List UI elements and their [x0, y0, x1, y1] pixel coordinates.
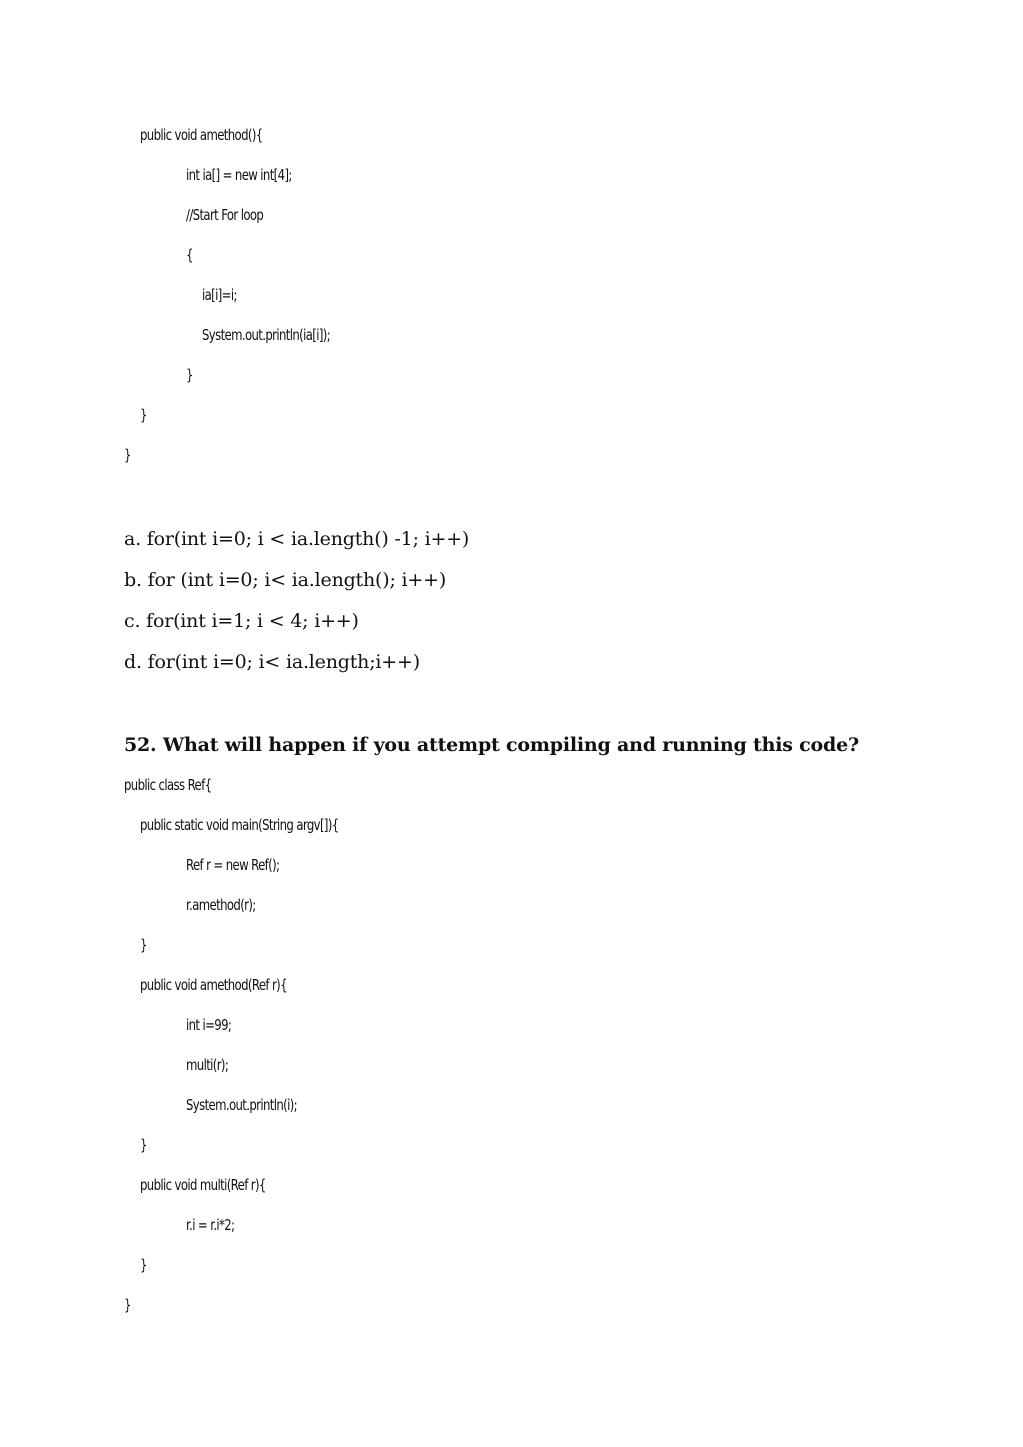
code-line: r.amethod(r);: [186, 896, 256, 914]
code-line: public void amethod(Ref r){: [140, 976, 287, 994]
code-line: //Start For loop: [186, 206, 264, 224]
code-line: }: [124, 446, 131, 464]
code-line: System.out.println(ia[i]);: [202, 326, 331, 344]
answer-option-a: a. for(int i=0; i < ia.length() -1; i++): [124, 528, 470, 550]
code-line: public class Ref{: [124, 776, 212, 794]
code-line: r.i = r.i*2;: [186, 1216, 235, 1234]
code-line: }: [186, 366, 193, 384]
code-line: {: [186, 246, 193, 264]
code-line: public void amethod(){: [140, 126, 263, 144]
answer-option-b: b. for (int i=0; i< ia.length(); i++): [124, 569, 447, 591]
answer-option-d: d. for(int i=0; i< ia.length;i++): [124, 651, 420, 673]
code-line: int ia[] = new int[4];: [186, 166, 292, 184]
question-heading: 52. What will happen if you attempt compiling and running this code?: [124, 734, 859, 756]
code-line: }: [140, 1256, 147, 1274]
code-line: }: [140, 1136, 147, 1154]
code-line: ia[i]=i;: [202, 286, 237, 304]
code-line: Ref r = new Ref();: [186, 856, 280, 874]
code-line: }: [124, 1296, 131, 1314]
code-line: }: [140, 936, 147, 954]
code-line: public void multi(Ref r){: [140, 1176, 266, 1194]
code-line: public static void main(String argv[]){: [140, 816, 339, 834]
answer-option-c: c. for(int i=1; i < 4; i++): [124, 610, 359, 632]
code-line: multi(r);: [186, 1056, 229, 1074]
code-line: int i=99;: [186, 1016, 232, 1034]
code-line: System.out.println(i);: [186, 1096, 297, 1114]
code-line: }: [140, 406, 147, 424]
